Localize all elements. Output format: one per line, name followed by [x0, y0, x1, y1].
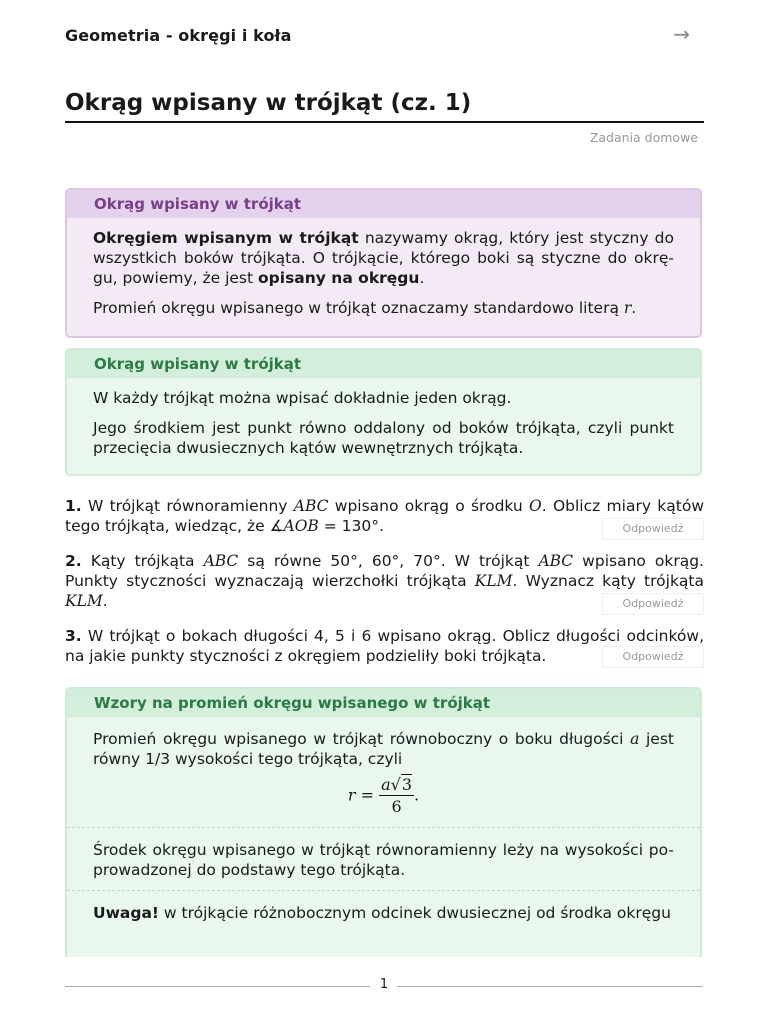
theorem-box-body	[67, 378, 700, 458]
formula-lhs: r	[347, 785, 356, 805]
formula-text: jest równy 1/3 wysokości tego trójkąta, czyli	[93, 730, 674, 768]
definition-text-3: Promień okręgu wpisanego w trójkąt oznaczamy standardowo literą	[93, 299, 624, 317]
task-text: . Wyznacz kąty trójkąta	[512, 572, 704, 590]
answer-button-3[interactable]: Odpowiedź	[602, 646, 704, 668]
header	[65, 22, 690, 48]
formula-num-3: 3	[401, 775, 413, 794]
note-text	[93, 903, 674, 923]
theorem-paragraph-2: Jego środkiem jest punkt równo oddalony od boków trójkąta, czyli punkt przecięcia dwusiecznych kątów wewnętrznych trójkąta.	[93, 419, 674, 457]
definition-box-body	[67, 218, 700, 318]
task-text: . Oblicz miary kątów tego trójkąta, wiedząc, że ∡	[65, 497, 705, 535]
task-text: są równe 50°, 60°, 70°. W trójkąt	[238, 552, 539, 570]
task-number: 1.	[65, 497, 82, 515]
task-1	[65, 496, 704, 536]
task-number: 3.	[65, 627, 82, 645]
task-text: .	[102, 592, 108, 610]
header-title: Geometria - okręgi i koła	[65, 26, 292, 45]
formulas-box-title: Wzory na promień okręgu wpisanego w trójkąt	[67, 689, 700, 717]
definition-text-2: .	[419, 269, 425, 287]
task-text: wpisano okrąg. Punkty styczności wyznaczają wierzchołki trójkąta	[65, 552, 704, 590]
footer-divider-left	[65, 986, 370, 987]
var-r: r	[623, 299, 632, 317]
formula-section-note	[67, 890, 700, 933]
theorem-box-title: Okrąg wpisany w trójkąt	[67, 350, 700, 378]
var-a: a	[630, 730, 640, 748]
task-var: KLM	[474, 572, 513, 590]
page-number: 1	[379, 977, 389, 992]
task-var: ABC	[538, 552, 574, 570]
term-circumscribed: opisany na okręgu	[258, 269, 420, 287]
formula-end: .	[414, 785, 420, 805]
note-label: Uwaga!	[93, 904, 159, 922]
term-inscribed-circle: Okręgiem wpisanym w trójkąt	[93, 229, 359, 247]
formula-fraction	[379, 775, 414, 817]
page-title: Okrąg wpisany w trójkąt (cz. 1)	[65, 90, 472, 116]
definition-box-title: Okrąg wpisany w trójkąt	[67, 190, 700, 218]
formula-denominator: 6	[391, 797, 402, 816]
answer-button-2[interactable]: Odpowiedź	[602, 593, 704, 615]
task-text: = 130°.	[318, 517, 384, 535]
next-arrow-icon[interactable]: →	[673, 22, 690, 46]
inradius-formula	[93, 775, 674, 817]
task-number: 2.	[65, 552, 82, 570]
sqrt-icon: √	[390, 775, 401, 794]
formula-section-equilateral	[67, 717, 700, 827]
formula-text: Promień okręgu wpisanego w trójkąt równoboczny o boku długości	[93, 730, 631, 748]
task-text: wpisano okrąg o środku	[328, 497, 530, 515]
definition-box	[65, 188, 702, 338]
task-text: W trójkąt równoramienny	[81, 497, 294, 515]
formulas-box	[65, 687, 702, 957]
theorem-paragraph-1: W każdy trójkąt można wpisać dokładnie jeden okrąg.	[93, 389, 512, 407]
formulas-box-body	[67, 717, 700, 933]
note-body: w trójkącie różnobocznym odcinek dwusiecznej od środka okręgu	[159, 904, 671, 922]
definition-paragraph-1	[93, 228, 674, 288]
task-var: AOB	[283, 517, 319, 535]
task-text: Kąty trójkąta	[81, 552, 204, 570]
equilateral-text	[93, 729, 674, 769]
title-rule	[65, 121, 704, 123]
definition-text-4: .	[631, 299, 637, 317]
isosceles-text: Środek okręgu wpisanego w trójkąt równoramienny leży na wysokości po-prowadzonej do podstawy tego trójkąta.	[93, 841, 674, 879]
homework-link[interactable]: Zadania domowe	[589, 130, 698, 145]
formula-section-isosceles	[67, 827, 700, 890]
task-var: O	[529, 497, 542, 515]
definition-text-1: nazywamy okrąg, który jest styczny do wszystkich boków trójkąta. O trójkącie, którego boki są styczne do okrę-gu, powiemy, że jest	[93, 229, 674, 287]
formula-num-a: a	[381, 775, 391, 794]
task-text: W trójkąt o bokach długości 4, 5 i 6 wpisano okrąg. Oblicz długości odcinków, na jakie punkty styczności z okręgiem podzieliły boki trójkąta.	[65, 627, 704, 665]
footer-divider-right	[397, 986, 702, 987]
task-var: ABC	[203, 552, 239, 570]
task-var: KLM	[65, 592, 103, 610]
formula-numerator	[379, 775, 414, 796]
definition-paragraph-2	[93, 298, 674, 318]
task-2	[65, 551, 704, 611]
answer-button-1[interactable]: Odpowiedź	[602, 518, 704, 540]
theorem-box	[65, 348, 702, 476]
task-3	[65, 626, 704, 666]
formula-eq: =	[355, 785, 380, 805]
task-var: ABC	[293, 497, 329, 515]
